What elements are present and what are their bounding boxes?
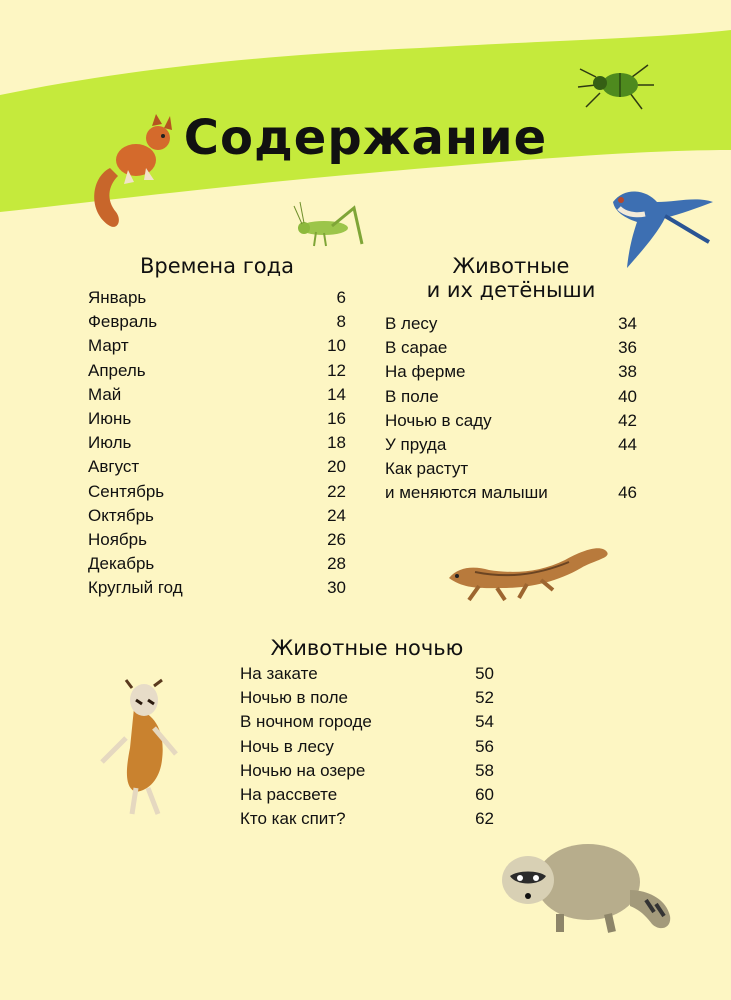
- toc-entry[interactable]: [88, 431, 346, 455]
- toc-entry-page: 44: [618, 434, 637, 454]
- toc-list: [240, 662, 494, 831]
- toc-entry-title: Октябрь: [88, 505, 154, 525]
- toc-entry-page: 24: [327, 505, 346, 525]
- section-title-line2: и их детёныши: [426, 278, 596, 302]
- toc-entry-title: Апрель: [88, 360, 146, 380]
- toc-entry-page: 60: [475, 784, 494, 804]
- toc-entry-title: Круглый год: [88, 578, 183, 598]
- toc-entry-title: Август: [88, 457, 140, 477]
- raccoon-icon: [496, 820, 674, 938]
- toc-entry-page: 28: [327, 554, 346, 574]
- toc-entry-page: 46: [618, 483, 637, 503]
- toc-entry-title: Ночью в саду: [385, 410, 492, 430]
- toc-entry-page: 58: [475, 760, 494, 780]
- toc-entry[interactable]: [240, 662, 494, 686]
- toc-entry-page: 34: [618, 314, 637, 333]
- toc-entry-page: 12: [327, 360, 346, 380]
- toc-entry-title: Май: [88, 384, 122, 404]
- toc-entry[interactable]: [88, 334, 346, 358]
- toc-entry[interactable]: [88, 359, 346, 383]
- toc-entry[interactable]: [88, 286, 346, 310]
- toc-entry-title: В лесу: [385, 314, 438, 333]
- toc-entry-page: 26: [327, 529, 346, 549]
- toc-entry-page: 62: [475, 809, 494, 829]
- toc-entry-page: 6: [336, 288, 346, 307]
- toc-entry[interactable]: [385, 433, 637, 457]
- section-night: [240, 636, 494, 831]
- toc-entry-title: Март: [88, 336, 129, 356]
- toc-list: [385, 312, 637, 506]
- toc-entry-page: 8: [336, 312, 346, 332]
- goat-kid-icon: [96, 678, 188, 820]
- toc-entry-page: 40: [618, 386, 637, 406]
- toc-entry[interactable]: [240, 735, 494, 759]
- toc-entry-title: Ночью в поле: [240, 688, 348, 708]
- toc-entry[interactable]: [385, 312, 637, 336]
- toc-entry-title: Июль: [88, 433, 132, 453]
- toc-entry-title: У пруда: [385, 434, 447, 454]
- toc-entry[interactable]: [88, 504, 346, 528]
- toc-entry-page: 42: [618, 410, 637, 430]
- toc-entry-title: На рассвете: [240, 784, 338, 804]
- toc-entry-page: 30: [327, 578, 346, 598]
- toc-entry[interactable]: [240, 783, 494, 807]
- toc-entry-page: 38: [618, 362, 637, 382]
- toc-entry[interactable]: [385, 457, 637, 481]
- toc-entry-title: Июнь: [88, 408, 132, 428]
- toc-entry-page: 10: [327, 336, 346, 356]
- squirrel-icon: [88, 108, 180, 230]
- toc-entry[interactable]: [88, 383, 346, 407]
- lizard-icon: [445, 538, 610, 608]
- toc-entry[interactable]: [385, 336, 637, 360]
- section-title-line1: Животные: [452, 254, 570, 278]
- toc-entry-title: и меняются малыши: [385, 483, 548, 503]
- toc-list: [88, 286, 346, 600]
- toc-entry[interactable]: [240, 807, 494, 831]
- toc-entry-title: Ночь в лесу: [240, 736, 334, 756]
- toc-entry-page: 14: [327, 384, 346, 404]
- toc-entry-page: 22: [327, 481, 346, 501]
- toc-entry-title: Декабрь: [88, 554, 155, 574]
- toc-entry[interactable]: [240, 686, 494, 710]
- toc-entry-page: 20: [327, 457, 346, 477]
- section-young: [385, 254, 637, 506]
- toc-entry-title: В поле: [385, 386, 439, 406]
- toc-entry[interactable]: [88, 552, 346, 576]
- toc-entry-title: Ночью на озере: [240, 760, 366, 780]
- toc-entry-title: В ночном городе: [240, 712, 372, 732]
- toc-entry-page: 54: [475, 712, 494, 732]
- toc-entry-title: На ферме: [385, 362, 466, 382]
- toc-entry-title: Сентябрь: [88, 481, 165, 501]
- toc-entry-title: В сарае: [385, 338, 448, 358]
- toc-entry-title: Январь: [88, 288, 147, 307]
- section-seasons: [88, 254, 346, 600]
- toc-entry[interactable]: [385, 481, 637, 505]
- toc-entry[interactable]: [385, 385, 637, 409]
- toc-entry[interactable]: [88, 310, 346, 334]
- toc-entry[interactable]: [88, 528, 346, 552]
- section-title: Животные ночью: [270, 636, 464, 660]
- toc-entry[interactable]: [88, 480, 346, 504]
- toc-entry-page: 36: [618, 338, 637, 358]
- toc-entry[interactable]: [88, 407, 346, 431]
- toc-entry-title: Ноябрь: [88, 529, 147, 549]
- toc-entry-title: Как растут: [385, 459, 469, 479]
- toc-entry-page: 18: [327, 433, 346, 453]
- toc-entry-title: Февраль: [88, 312, 158, 332]
- toc-entry[interactable]: [240, 710, 494, 734]
- toc-entry-page: 52: [475, 688, 494, 708]
- page-title: Содержание: [183, 110, 548, 167]
- toc-entry[interactable]: [385, 409, 637, 433]
- beetle-icon: [576, 55, 656, 115]
- toc-entry[interactable]: [88, 455, 346, 479]
- toc-entry[interactable]: [240, 759, 494, 783]
- grasshopper-icon: [292, 200, 367, 248]
- toc-entry[interactable]: [385, 360, 637, 384]
- section-title: Времена года: [140, 254, 294, 278]
- toc-entry-title: Кто как спит?: [240, 809, 346, 829]
- toc-entry-title: На закате: [240, 664, 318, 683]
- toc-entry-page: 50: [475, 664, 494, 683]
- toc-entry-page: 16: [327, 408, 346, 428]
- toc-entry[interactable]: [88, 576, 346, 600]
- toc-entry-page: 56: [475, 736, 494, 756]
